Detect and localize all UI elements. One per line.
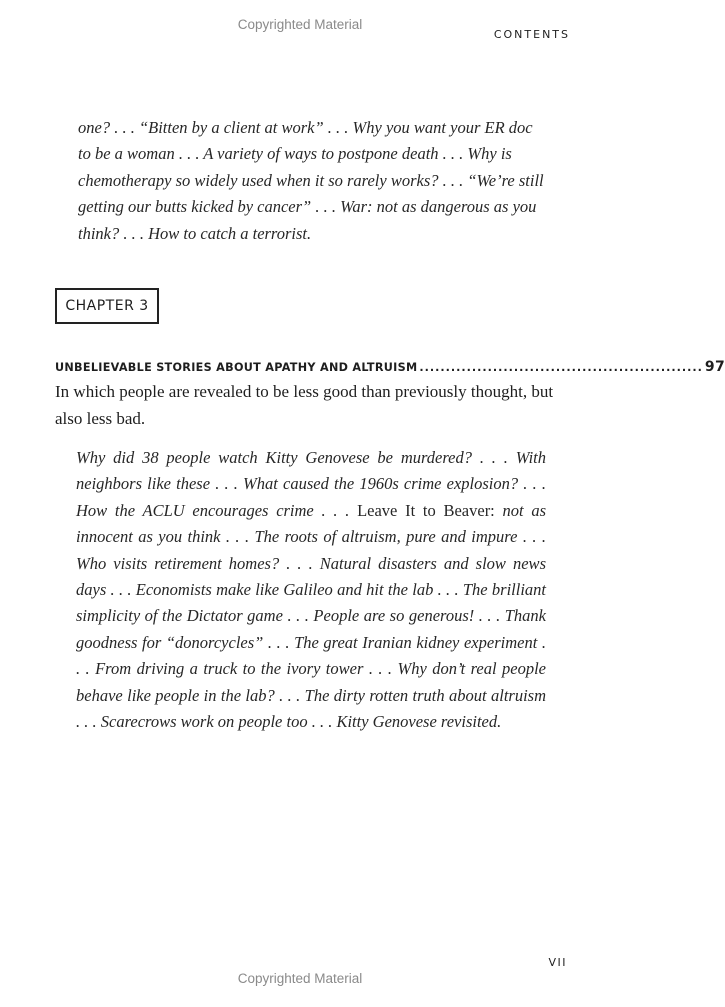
chapter-description: In which people are revealed to be less good than previously thought, but also less bad. — [55, 382, 554, 428]
chapter-summary-roman-title: Leave It to Beaver: — [357, 500, 495, 520]
dot-leader: ...................................................... — [419, 361, 703, 374]
chapter-summary-part-2: not as innocent as you think . . . The roots of altruism, pure and impure . . . Who visits retirement homes? . . . Natural disasters and slow news days . . . Economists make like Galileo and hit the lab . . . The brilliant simplicity of the Dictator game . . . People are so generous! . . . Thank goodness for “donorcycles” . . . The great Iranian kidney experiment . . . From driving a truck to the ivory tower . . . Why don’t real people behave like people in the lab? . . . The dirty rotten truth about altruism . . . Scarecrows work on people too . . . Kitty Genovese revisited. — [76, 500, 546, 732]
chapter-page-number: 97 — [704, 359, 725, 375]
chapter-summary — [76, 445, 546, 735]
chapter-summary-part-1: Why did 38 people watch Kitty Genovese be murdered? . . . With neighbors like these . . . What caused the 1960s crime explosion? . . . How the ACLU encourages crime . . . — [76, 448, 546, 520]
chapter-label: CHAPTER 3 — [65, 298, 149, 314]
copyright-watermark-bottom: Copyrighted Material — [237, 971, 363, 986]
page-number: VII — [548, 956, 567, 969]
copyright-watermark-top: Copyrighted Material — [237, 17, 363, 32]
running-head: CONTENTS — [493, 28, 570, 41]
chapter-heading-row — [55, 359, 725, 375]
chapter-label-box — [55, 288, 159, 324]
continued-chapter-summary: one? . . . “Bitten by a client at work” . . . Why you want your ER doc to be a woman . . . A variety of ways to postpone death . . . Why is chemotherapy so widely used when it so rarely works? . . . “We’re still getting our butts kicked by cancer” . . . War: not as dangerous as you think? . . . How to catch a terrorist. — [78, 118, 544, 243]
chapter-title: UNBELIEVABLE STORIES ABOUT APATHY AND ALTRUISM — [55, 361, 418, 374]
